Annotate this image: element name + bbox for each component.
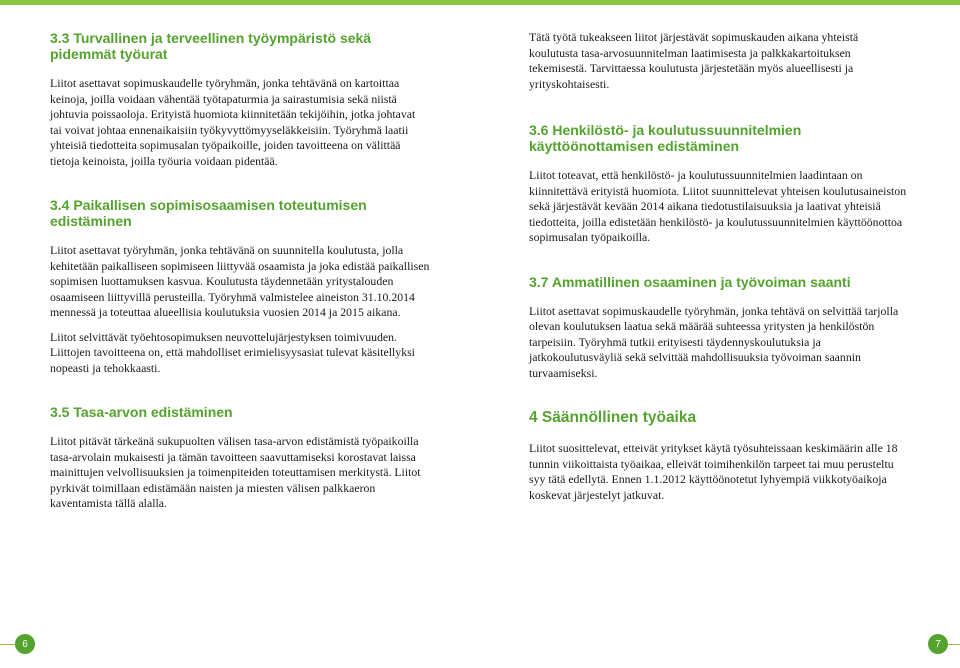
section-3-3-heading: 3.3 Turvallinen ja terveellinen työympäristö sekä pidemmät työurat [50,30,372,62]
section-3-6-heading: 3.6 Henkilöstö- ja koulutussuunnitelmien käyttöönottamisen edistäminen [529,122,802,154]
section-3-4-text: Liitot asettavat työryhmän, jonka tehtävänä on suunnitella koulutusta, jolla kehitetään paikalliseen sopimiseen liittyvää osaamista ja joka edistää paikallisen sopimisen luottamuksen kasvua. Koulutusta täydennetään yritystalouden osaamiseen liittyvillä perusteilla. Työryhmä valmistelee aineiston 31.10.2014 mennessä ja toteuttaa alueellisia koulutuksia vuosien 2014 ja 2015 aikana. [50,243,430,319]
section-3-5-heading: 3.5 Tasa-arvon edistäminen [50,404,233,420]
section-3-6-text: Liitot toteavat, että henkilöstö- ja koulutussuunnitelmien laadintaan on kiinnitettävä erityistä huomiota. Liitot suunnittelevat yhteisen koulutusaineiston sekä järjestävät kevään 2014 aikana tiedotustilaisuuksia ja laativat yhteisiä tiedotteita, joilla edistetään henkilöstö- ja koulutussuunnitelmien käyttöönottoa sopimusalan työpaikoilla. [529,168,907,244]
right-column [529,30,909,503]
left-column [50,30,430,512]
section-3-7-text: Liitot asettavat sopimuskaudelle työryhmän, jonka tehtävä on selvittää tarjolla olevan koulutuksen laatua sekä määrää suhteessa yritysten ja henkilöstön tarpeisiin. Työryhmä tutkii erityisesti täydennyskoulutuksia ja jatkokoulutusväyliä sekä selvittää mahdollisuuksia työvoiman saannin turvaamiseksi. [529,303,899,380]
section-3-7-heading: 3.7 Ammatillinen osaaminen ja työvoiman saanti [529,273,851,290]
footer-line-right [948,644,960,645]
section-3-4-heading: 3.4 Paikallisen sopimisosaamisen toteutumisen edistäminen [50,197,367,229]
top-accent-bar [0,0,960,5]
page-number-left: 6 [15,634,35,654]
intro-text: Tätä työtä tukeakseen liitot järjestävät sopimuskauden aikana yhteistä koulutusta tasa-arvosuunnitelman laatimisesta ja palkkakartoituksen tekemisestä. Tarvittaessa koulutusta järjestetään myös alueellisesti ja yrityskohtaisesti. [529,30,859,91]
section-4-text: Liitot suosittelevat, etteivät yritykset käytä työsuhteissaan keskimäärin alle 18 tunnin viikoittaista työaikaa, elleivät toimihenkilön tarpeet tai muu perusteltu syy tätä edellytä. Ennen 1.1.2012 käyttöönotetut lyhyempiä viikkotyöaikoja koskevat järjestelyt jatkuvat. [529,441,898,502]
section-4-heading: 4 Säännöllinen työaika [529,409,697,426]
section-3-3-text: Liitot asettavat sopimuskaudelle työryhmän, jonka tehtävänä on kartoittaa keinoja, joilla voidaan vähentää työtapaturmia ja sairastumisia sekä niistä johtuvia poissaoloja. Erityistä huomiota kiinnitetään tekijöihin, jotka johtavat tai voivat johtaa ennenaikaisiin työkyvyttömyyseläkkeisiin. Työryhmä laatii yhteisiä tiedotteita sopimusalan työpaikoille, joiden tavoitteena on välittää tietoja keinoista, joilla työuria voidaan pidentää. [50,76,416,168]
section-3-4-text-2: Liitot selvittävät työehtosopimuksen neuvottelujärjestyksen toimivuuden. Liittojen tavoitteena on, että mahdolliset erimielisyysasiat tulevat käsitellyksi nopeasti ja tehokkaasti. [50,329,415,375]
page-number-right: 7 [928,634,948,654]
footer-line-left [0,644,15,645]
section-3-5-text: Liitot pitävät tärkeänä sukupuolten välisen tasa-arvon edistämistä työpaikoilla tasa-arvolain mukaisesti ja tämän tavoitteen saavuttamiseksi korostavat laissa mainittujen velvollisuuksien ja toimenpiteiden toteuttamisen merkitystä. Liitot pyrkivät toimillaan edistämään naisten ja miesten välisen palkkaeron kaventamista tällä alalla. [50,434,421,510]
